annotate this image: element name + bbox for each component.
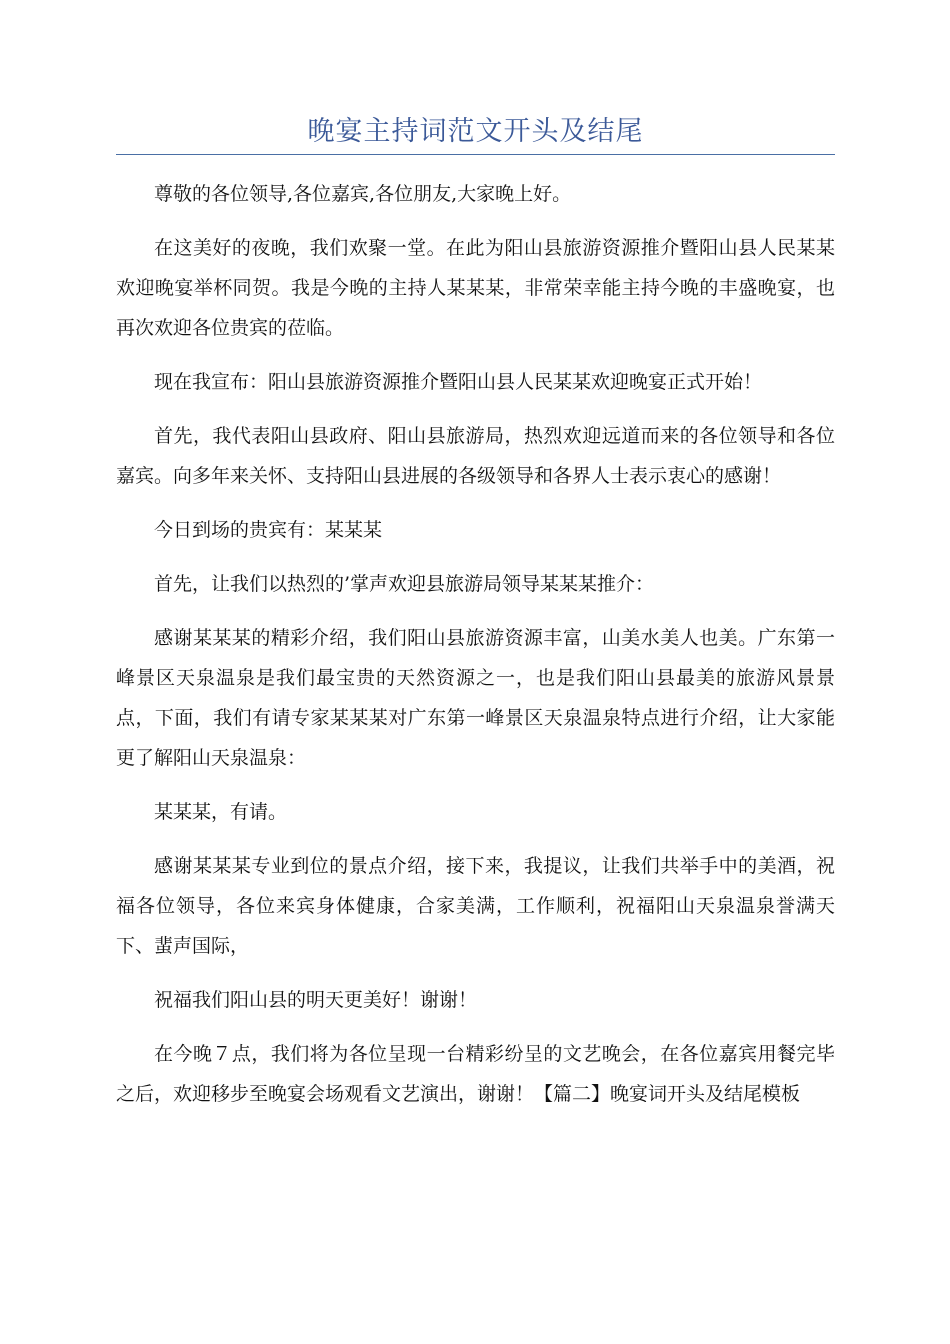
- paragraph-applause: 首先，让我们以热烈的’掌声欢迎县旅游局领导某某某推介：: [154, 573, 655, 595]
- paragraph-closing: 在今晚７点，我们将为各位呈现一台精彩纷呈的文艺晚会，在各位嘉宾用餐完毕之后，欢迎移步至晚宴会场观看文艺演出，谢谢！【篇二】晚宴词开头及结尾模板: [116, 1043, 835, 1105]
- paragraph-blessing: 祝福我们阳山县的明天更美好！谢谢！: [154, 989, 478, 1011]
- paragraph-greeting: 尊敬的各位领导,各位嘉宾,各位朋友,大家晚上好。: [154, 183, 572, 205]
- paragraph-guests: 今日到场的贵宾有：某某某: [154, 519, 383, 541]
- paragraph-introduction: 感谢某某某的精彩介绍，我们阳山县旅游资源丰富，山美水美人也美。广东第一峰景区天泉温泉是我们最宝贵的天然资源之一，也是我们阳山县最美的旅游风景景点，下面，我们有请专家某某某对广东第一峰景区天泉温泉特点进行介绍，让大家能更了解阳山天泉温泉：: [116, 627, 835, 769]
- document-title: 晚宴主持词范文开头及结尾: [307, 116, 644, 147]
- paragraph-welcome: 在这美好的夜晚，我们欢聚一堂。在此为阳山县旅游资源推介暨阳山县人民某某欢迎晚宴举杯同贺。我是今晚的主持人某某某，非常荣幸能主持今晚的丰盛晚宴，也再次欢迎各位贵宾的莅临。: [116, 237, 835, 339]
- title-underline-rule: [116, 154, 835, 155]
- paragraph-toast: 感谢某某某专业到位的景点介绍，接下来，我提议，让我们共举手中的美酒，祝福各位领导，各位来宾身体健康，合家美满，工作顺利，祝福阳山天泉温泉誉满天下、蜚声国际，: [116, 855, 835, 957]
- document-body: [116, 174, 835, 1128]
- paragraph-announcement: 现在我宣布：阳山县旅游资源推介暨阳山县人民某某欢迎晚宴正式开始！: [154, 371, 763, 393]
- paragraph-invite: 某某某，有请。: [154, 801, 288, 823]
- paragraph-thanks: 首先，我代表阳山县政府、阳山县旅游局，热烈欢迎远道而来的各位领导和各位嘉宾。向多年来关怀、支持阳山县进展的各级领导和各界人士表示衷心的感谢！: [116, 425, 835, 487]
